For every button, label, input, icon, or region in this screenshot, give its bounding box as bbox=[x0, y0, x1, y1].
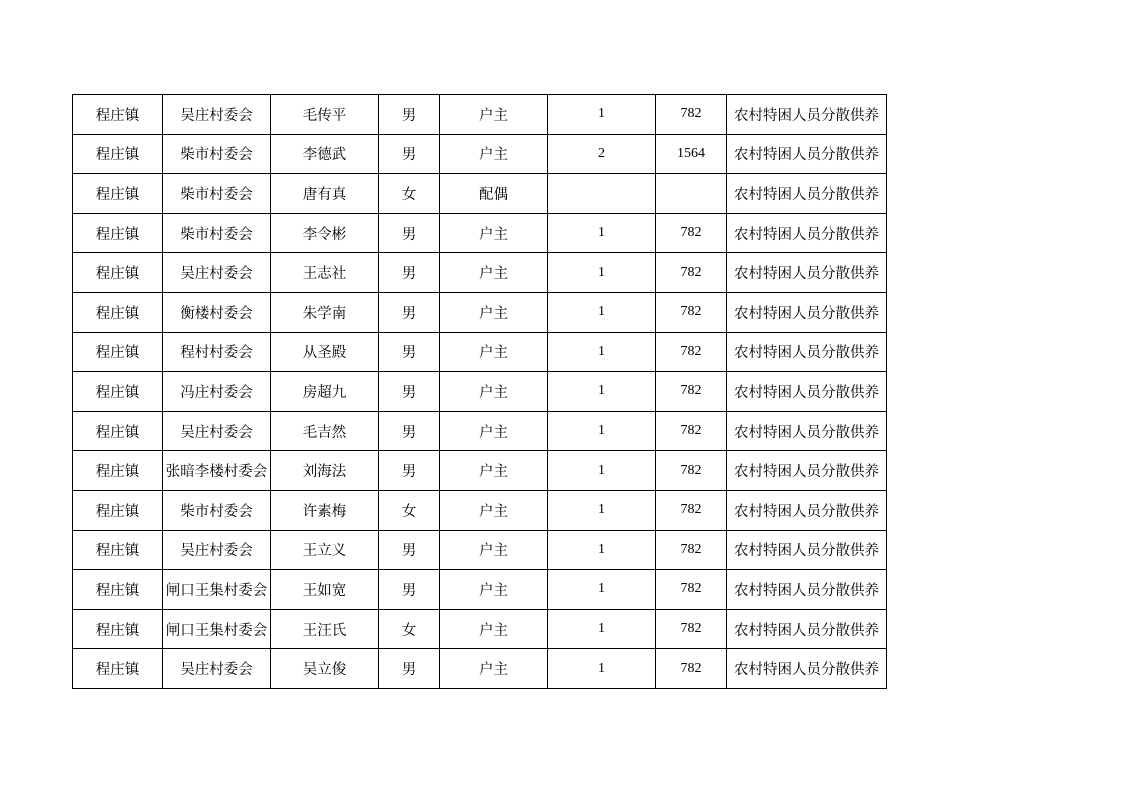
gender-cell: 女 bbox=[379, 490, 440, 530]
gender-cell: 男 bbox=[379, 95, 440, 135]
household-count-cell: 1 bbox=[548, 649, 656, 689]
category-cell: 农村特困人员分散供养 bbox=[727, 570, 887, 610]
category-cell: 农村特困人员分散供养 bbox=[727, 411, 887, 451]
amount-cell: 782 bbox=[656, 292, 727, 332]
category-cell: 农村特困人员分散供养 bbox=[727, 174, 887, 214]
village-committee-cell: 冯庄村委会 bbox=[163, 372, 271, 412]
table-row bbox=[73, 174, 887, 214]
amount-cell: 782 bbox=[656, 451, 727, 491]
table-row bbox=[73, 332, 887, 372]
category-cell: 农村特困人员分散供养 bbox=[727, 253, 887, 293]
gender-cell: 男 bbox=[379, 451, 440, 491]
table-row bbox=[73, 134, 887, 174]
amount-cell: 782 bbox=[656, 490, 727, 530]
town-cell: 程庄镇 bbox=[73, 95, 163, 135]
table-row bbox=[73, 253, 887, 293]
relation-cell: 户主 bbox=[440, 253, 548, 293]
town-cell: 程庄镇 bbox=[73, 332, 163, 372]
relation-cell: 户主 bbox=[440, 490, 548, 530]
category-cell: 农村特困人员分散供养 bbox=[727, 372, 887, 412]
name-cell: 吴立俊 bbox=[271, 649, 379, 689]
town-cell: 程庄镇 bbox=[73, 292, 163, 332]
name-cell: 房超九 bbox=[271, 372, 379, 412]
table-row bbox=[73, 292, 887, 332]
table-row bbox=[73, 372, 887, 412]
town-cell: 程庄镇 bbox=[73, 253, 163, 293]
village-committee-cell: 柴市村委会 bbox=[163, 134, 271, 174]
amount-cell: 782 bbox=[656, 649, 727, 689]
table-body bbox=[73, 95, 887, 689]
relation-cell: 户主 bbox=[440, 451, 548, 491]
amount-cell: 782 bbox=[656, 253, 727, 293]
gender-cell: 男 bbox=[379, 332, 440, 372]
household-count-cell: 1 bbox=[548, 411, 656, 451]
relation-cell: 户主 bbox=[440, 530, 548, 570]
town-cell: 程庄镇 bbox=[73, 530, 163, 570]
relation-cell: 户主 bbox=[440, 649, 548, 689]
town-cell: 程庄镇 bbox=[73, 570, 163, 610]
category-cell: 农村特困人员分散供养 bbox=[727, 213, 887, 253]
gender-cell: 男 bbox=[379, 253, 440, 293]
gender-cell: 女 bbox=[379, 609, 440, 649]
household-count-cell: 1 bbox=[548, 95, 656, 135]
category-cell: 农村特困人员分散供养 bbox=[727, 609, 887, 649]
gender-cell: 男 bbox=[379, 213, 440, 253]
amount-cell: 782 bbox=[656, 372, 727, 412]
amount-cell: 782 bbox=[656, 570, 727, 610]
name-cell: 李令彬 bbox=[271, 213, 379, 253]
relation-cell: 户主 bbox=[440, 372, 548, 412]
relation-cell: 配偶 bbox=[440, 174, 548, 214]
relation-cell: 户主 bbox=[440, 609, 548, 649]
town-cell: 程庄镇 bbox=[73, 649, 163, 689]
village-committee-cell: 闸口王集村委会 bbox=[163, 609, 271, 649]
household-count-cell: 1 bbox=[548, 213, 656, 253]
name-cell: 唐有真 bbox=[271, 174, 379, 214]
category-cell: 农村特困人员分散供养 bbox=[727, 649, 887, 689]
amount-cell: 782 bbox=[656, 530, 727, 570]
relation-cell: 户主 bbox=[440, 213, 548, 253]
household-count-cell: 1 bbox=[548, 451, 656, 491]
household-count-cell: 1 bbox=[548, 490, 656, 530]
name-cell: 王立义 bbox=[271, 530, 379, 570]
gender-cell: 男 bbox=[379, 372, 440, 412]
relation-cell: 户主 bbox=[440, 570, 548, 610]
village-committee-cell: 张暗李楼村委会 bbox=[163, 451, 271, 491]
relation-cell: 户主 bbox=[440, 134, 548, 174]
amount-cell bbox=[656, 174, 727, 214]
relation-cell: 户主 bbox=[440, 411, 548, 451]
name-cell: 从圣殿 bbox=[271, 332, 379, 372]
household-count-cell: 1 bbox=[548, 570, 656, 610]
relation-cell: 户主 bbox=[440, 95, 548, 135]
category-cell: 农村特困人员分散供养 bbox=[727, 530, 887, 570]
town-cell: 程庄镇 bbox=[73, 134, 163, 174]
household-count-cell: 1 bbox=[548, 332, 656, 372]
gender-cell: 男 bbox=[379, 649, 440, 689]
name-cell: 毛吉然 bbox=[271, 411, 379, 451]
category-cell: 农村特困人员分散供养 bbox=[727, 332, 887, 372]
category-cell: 农村特困人员分散供养 bbox=[727, 134, 887, 174]
village-committee-cell: 吴庄村委会 bbox=[163, 649, 271, 689]
household-count-cell bbox=[548, 174, 656, 214]
household-count-cell: 1 bbox=[548, 372, 656, 412]
data-table bbox=[72, 94, 887, 689]
name-cell: 王汪氏 bbox=[271, 609, 379, 649]
village-committee-cell: 柴市村委会 bbox=[163, 490, 271, 530]
village-committee-cell: 吴庄村委会 bbox=[163, 530, 271, 570]
village-committee-cell: 程村村委会 bbox=[163, 332, 271, 372]
gender-cell: 男 bbox=[379, 134, 440, 174]
name-cell: 许素梅 bbox=[271, 490, 379, 530]
village-committee-cell: 吴庄村委会 bbox=[163, 253, 271, 293]
village-committee-cell: 柴市村委会 bbox=[163, 213, 271, 253]
table-row bbox=[73, 609, 887, 649]
relation-cell: 户主 bbox=[440, 332, 548, 372]
amount-cell: 782 bbox=[656, 95, 727, 135]
table-row bbox=[73, 451, 887, 491]
town-cell: 程庄镇 bbox=[73, 174, 163, 214]
category-cell: 农村特困人员分散供养 bbox=[727, 451, 887, 491]
village-committee-cell: 闸口王集村委会 bbox=[163, 570, 271, 610]
amount-cell: 782 bbox=[656, 609, 727, 649]
table-row bbox=[73, 649, 887, 689]
amount-cell: 782 bbox=[656, 213, 727, 253]
gender-cell: 男 bbox=[379, 292, 440, 332]
category-cell: 农村特困人员分散供养 bbox=[727, 292, 887, 332]
category-cell: 农村特困人员分散供养 bbox=[727, 95, 887, 135]
table-row bbox=[73, 490, 887, 530]
table-row bbox=[73, 570, 887, 610]
household-count-cell: 1 bbox=[548, 609, 656, 649]
name-cell: 李德武 bbox=[271, 134, 379, 174]
town-cell: 程庄镇 bbox=[73, 372, 163, 412]
name-cell: 王如宽 bbox=[271, 570, 379, 610]
household-count-cell: 2 bbox=[548, 134, 656, 174]
amount-cell: 782 bbox=[656, 411, 727, 451]
relation-cell: 户主 bbox=[440, 292, 548, 332]
household-count-cell: 1 bbox=[548, 253, 656, 293]
amount-cell: 782 bbox=[656, 332, 727, 372]
name-cell: 朱学南 bbox=[271, 292, 379, 332]
name-cell: 王志社 bbox=[271, 253, 379, 293]
town-cell: 程庄镇 bbox=[73, 451, 163, 491]
gender-cell: 男 bbox=[379, 570, 440, 610]
name-cell: 刘海法 bbox=[271, 451, 379, 491]
town-cell: 程庄镇 bbox=[73, 213, 163, 253]
table-row bbox=[73, 530, 887, 570]
category-cell: 农村特困人员分散供养 bbox=[727, 490, 887, 530]
gender-cell: 男 bbox=[379, 411, 440, 451]
village-committee-cell: 吴庄村委会 bbox=[163, 411, 271, 451]
name-cell: 毛传平 bbox=[271, 95, 379, 135]
table-row bbox=[73, 411, 887, 451]
village-committee-cell: 吴庄村委会 bbox=[163, 95, 271, 135]
household-count-cell: 1 bbox=[548, 292, 656, 332]
table-row bbox=[73, 95, 887, 135]
village-committee-cell: 柴市村委会 bbox=[163, 174, 271, 214]
village-committee-cell: 衡楼村委会 bbox=[163, 292, 271, 332]
amount-cell: 1564 bbox=[656, 134, 727, 174]
gender-cell: 女 bbox=[379, 174, 440, 214]
town-cell: 程庄镇 bbox=[73, 609, 163, 649]
gender-cell: 男 bbox=[379, 530, 440, 570]
town-cell: 程庄镇 bbox=[73, 411, 163, 451]
table-row bbox=[73, 213, 887, 253]
household-count-cell: 1 bbox=[548, 530, 656, 570]
town-cell: 程庄镇 bbox=[73, 490, 163, 530]
